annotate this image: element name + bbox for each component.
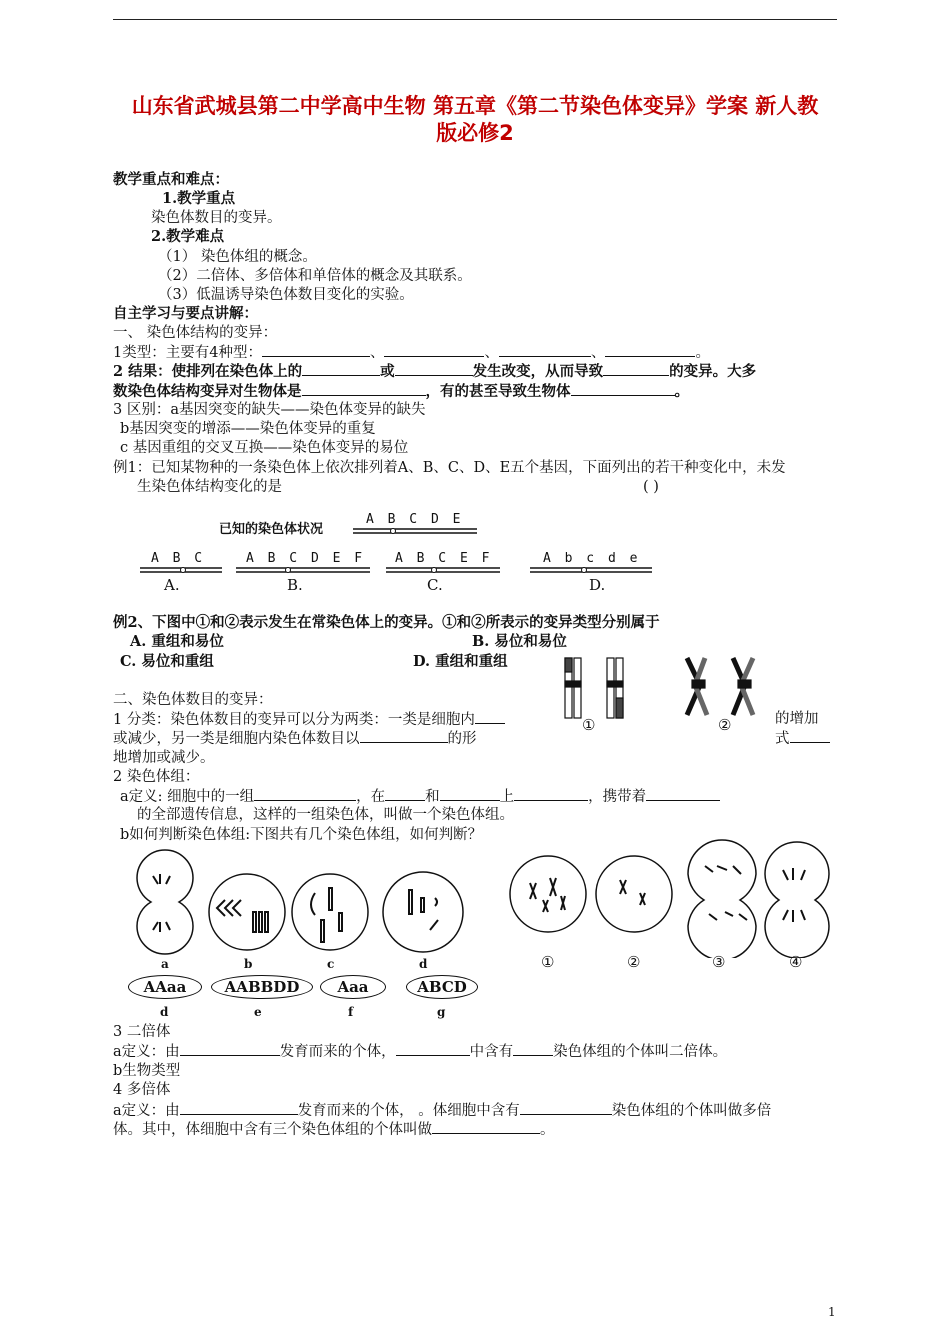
genotype-label-e: e — [254, 1005, 262, 1019]
s3-diff-c: c 基因重组的交叉互换——染色体变异的易位 — [120, 440, 409, 456]
s2-p2b-question: b如何判断染色体组:下图共有几个染色体组，如何判断？ — [120, 827, 483, 843]
known-chromosome — [350, 524, 480, 536]
example1-paren: ( ) — [643, 479, 659, 495]
cell-label-a: a — [161, 957, 169, 971]
cell-num-1: ① — [541, 953, 555, 971]
key-point-label: 1.教学重点 — [162, 190, 236, 207]
genotype-ellipse-f: Aaa — [320, 975, 386, 999]
cell-label-d: d — [419, 957, 428, 971]
chromosome-set-cells-figure — [125, 838, 840, 958]
s2-p1-line1: 1 分类：染色体数目的变异可以分为两类：一类是细胞内 — [113, 709, 505, 730]
genotype-ellipse-g: ABCD — [406, 975, 478, 999]
option-d-letter: D. — [589, 576, 606, 594]
example2-question: 例2、下图中①和②表示发生在常染色体上的变异。①和②所表示的变异类型分别属于 — [113, 614, 660, 631]
figure-label-2: ② — [718, 716, 732, 734]
s2-result-line: 2 结果：使排列在染色体上的 或 发生改变，从而导致 的变异。大多 — [113, 363, 757, 380]
s3-diff-b: b基因突变的增添——染色体变异的重复 — [120, 421, 376, 437]
s2-p2a-line1: a定义: 细胞中的一组 ，在 和 上 ，携带着 — [120, 786, 720, 807]
genotype-label-g: g — [437, 1005, 446, 1019]
diploid-definition: a定义：由 发育而来的个体， 中含有 染色体组的个体叫二倍体。 — [113, 1041, 727, 1062]
focus-heading: 教学重点和难点： — [113, 171, 229, 188]
s2-p1-form: 式 — [775, 728, 830, 749]
option-a-letter: A. — [164, 576, 180, 594]
difficulty-2: （2）二倍体、多倍体和单倍体的概念及其联系。 — [158, 268, 472, 284]
figure-label-1: ① — [582, 716, 596, 734]
genotype-ellipse-e: AABBDD — [211, 975, 313, 999]
difficulty-label: 2.教学难点 — [151, 228, 225, 245]
study-heading: 自主学习与要点讲解： — [113, 305, 258, 322]
example2-option-a: A. 重组和易位 — [130, 633, 224, 650]
cell-num-4: ④ — [789, 953, 803, 971]
s1-types-line: 1类型：主要有4种型： 、 、 、 。 — [113, 342, 710, 363]
section1-heading: 一、 染色体结构的变异： — [113, 325, 278, 341]
page-number: 1 — [828, 1305, 836, 1319]
diploid-heading: 3 二倍体 — [113, 1024, 171, 1040]
s2-p1-line2: 或减少，另一类是细胞内染色体数目以 的形 — [113, 728, 477, 749]
cell-num-3: ③ — [712, 953, 726, 971]
polyploid-heading: 4 多倍体 — [113, 1082, 171, 1098]
example2-option-c: C. 易位和重组 — [120, 653, 214, 670]
option-b-genes: A B C D E F — [246, 551, 366, 566]
option-c-genes: A B C E F — [395, 551, 493, 566]
cell-num-2: ② — [627, 953, 641, 971]
doc-title-line1: 山东省武城县第二中学高中生物 第五章《第二节染色体变异》学案 新人教 — [131, 94, 819, 118]
polyploid-definition: a定义：由 发育而来的个体， 。体细胞中含有 染色体组的个体叫做多倍 — [113, 1100, 771, 1121]
cell-label-b: b — [244, 957, 253, 971]
s3-diff-a: 3 区别：a基因突变的缺失——染色体变异的缺失 — [113, 402, 426, 418]
option-c-letter: C. — [427, 576, 443, 594]
option-b-letter: B. — [287, 576, 303, 594]
known-chromosome-label: 已知的染色体状况 — [219, 522, 324, 537]
cell-label-c: c — [327, 957, 335, 971]
key-point-text: 染色体数目的变异。 — [151, 210, 282, 226]
s2-p2-heading: 2 染色体组： — [113, 769, 200, 785]
s2-p2a-line2: 的全部遗传信息，这样的一组染色体，叫做一个染色体组。 — [137, 807, 514, 823]
genotype-label-f: f — [348, 1005, 354, 1019]
s2-result-line2: 数染色体结构变异对生物体是 ，有的甚至导致生物体 。 — [113, 383, 689, 400]
doc-title-line2: 版必修2 — [436, 121, 514, 145]
difficulty-1: （1） 染色体组的概念。 — [158, 249, 317, 265]
option-a-genes: A B C — [151, 551, 206, 566]
section2-heading: 二、染色体数目的变异： — [113, 692, 273, 708]
difficulty-3: （3）低温诱导染色体数目变化的实验。 — [158, 287, 414, 303]
example2-option-d: D. 重组和重组 — [413, 653, 508, 670]
example2-option-b: B. 易位和易位 — [472, 633, 567, 650]
example1-text2: 生染色体结构变化的是 — [137, 479, 282, 495]
genotype-ellipse-d: AAaa — [128, 975, 202, 999]
header-rule — [113, 19, 837, 20]
polyploid-definition2: 体。其中，体细胞中含有三个染色体组的个体叫做 。 — [113, 1119, 555, 1140]
diploid-types: b生物类型 — [113, 1063, 181, 1079]
option-chromosomes — [138, 563, 658, 575]
s2-p1-line3: 地增加或减少。 — [113, 750, 215, 766]
known-genes: A B C D E — [366, 512, 464, 527]
s2-p1-increase: 的增加 — [775, 711, 819, 727]
option-d-genes: A b c d e — [543, 551, 641, 566]
genotype-label-d: d — [160, 1005, 169, 1019]
example1-text: 例1：已知某物种的一条染色体上依次排列着A、B、C、D、E五个基因，下面列出的若干种变化中，未发 — [113, 460, 786, 476]
